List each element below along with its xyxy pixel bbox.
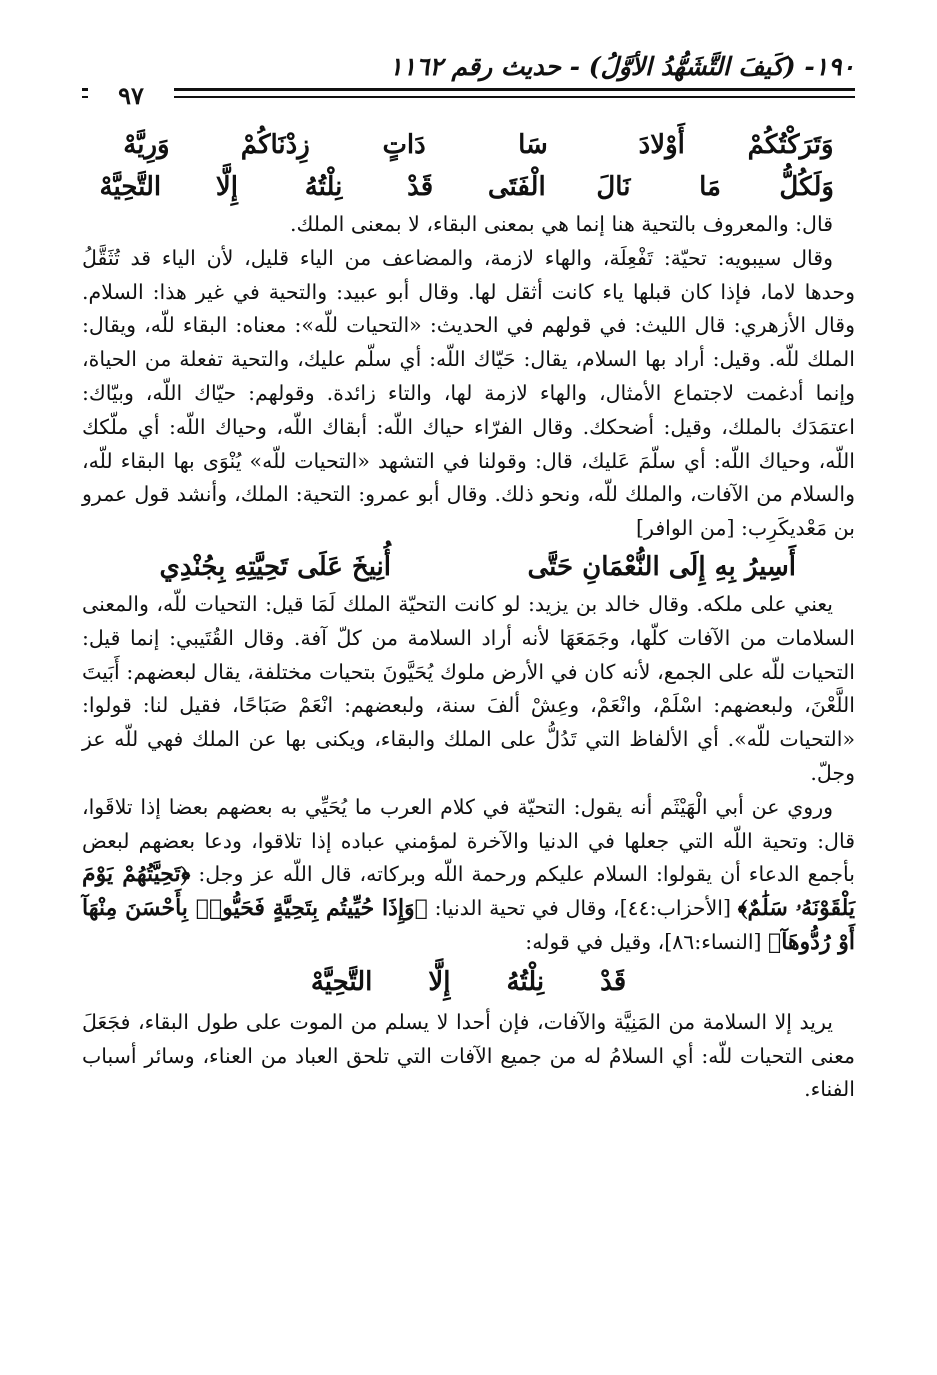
paragraph-meaning: قال: والمعروف بالتحية هنا إنما هي بمعنى البقاء، لا بمعنى الملك. (290, 212, 833, 236)
verse-word: قَدْ (407, 172, 434, 202)
verse-row-1 (82, 124, 855, 166)
paragraph-text: وروي عن أبي الْهَيْثَم أنه يقول: التحيّة في كلام العرب ما يُحَيِّي به بعضهم بعضا إذا تلاقَوا، قال: وتحية اللّه التي جعلها في الدنيا والآخرة لمؤمني عباده إذا تلاقوا، ودعا بعضهم لبعض بأجمع الدعاء أن يقولوا: السلام عليكم ورحمة اللّه وبركاته، قال اللّه عز وجل: (82, 794, 855, 887)
poem-verses (82, 124, 855, 166)
header-rule-top (82, 88, 855, 91)
verse-word: التَّحِيَّهْ (310, 966, 373, 997)
paragraph-text: [الأحزاب:٤٤]، وقال في تحية الدنيا: (427, 896, 738, 921)
hemistich-second: أُنِيخَ عَلَى تَحِيَّتِهِ بِجُنْدِي (159, 551, 392, 582)
paragraph-sibawayh: وقال سيبويه: تحيّة: تَفْعِلَة، والهاء لازمة، والمضاعف من الياء قليل، لأن الياء قد تُثَقَّلُ وحدها لاما، فإذا كان قبلها ياء كانت أثقل لها. وقال أبو عبيد: والتحية في غير هذا: السلام. وقال الأزهري: قال الليث: في قولهم في الحديث: «التحيات للّه»: معناه: البقاء للّه، ويقال: الملك للّه. وقيل: أراد بها السلام، يقال: حَيّاك اللّه: أي سلّم عليك، والتحية تفعلة من الحياة، وإنما أدغمت لاجتماع الأمثال، والهاء لازمة لها، والتاء زائدة. وقولهم: حيّاك اللّه، وبيّاك: اعتمَدَك بالملك، وقيل: أضحكك. وقال الفرّاء حياك اللّه: أبقاك اللّه، وحياك اللّه: أي ملّكك اللّه، وحياك اللّه: أي سلّمَ عَليك، قال: وقولنا في التشهد «التحيات للّه» يُنْوَى بها البقاء للّه، والسلام من الآفات، والملك للّه، ونحو ذلك. وقال أبو عمرو: التحية: الملك، وأنشد قول عمرو بن مَعْديكَرِب: [من الوافر] (82, 245, 855, 541)
verse-word: وَتَرَكْتُكُمْ (747, 130, 834, 160)
verse-word: الْفَتَى (487, 172, 546, 202)
verse-word: نَالَ (596, 172, 631, 202)
verse-word: سَا (518, 130, 548, 160)
paragraph-abu-haytham (82, 791, 855, 960)
verse-word: دَاتٍ (382, 130, 426, 160)
verse-quoted (82, 962, 855, 1002)
paragraph-text: [النساء:٨٦]، وقيل في قوله: (525, 929, 769, 954)
verse-word: إِلَّا (215, 172, 238, 202)
verse-word: قَدْ (600, 966, 627, 997)
verse-word: إِلَّا (428, 966, 451, 997)
page-number: ٩٧ (88, 84, 174, 108)
paragraph-khalid: يعني على ملكه. وقال خالد بن يزيد: لو كانت التحيّة الملك لَمَا قيل: التحيات للّه، والمعنى السلامات من الآفات كلّها، وجَمَعَهَا لأنه أراد السلامة من كلّ آفة. وقال القُتَيبي: إنما قيل: التحيات للّه على الجمع، لأنه كان في الأرض ملوك يُحَيَّونَ بتحيات مختلفة، يقال لبعضهم: أَبَيتَ اللَّعْنَ، ولبعضهم: اسْلَمْ، وانْعَمْ، وعِشْ ألفَ سنة، ولبعضهم: انْعَمْ صَبَاحًا، فقيل لنا: قولوا: «التحيات للّه». أي الألفاظ التي تَدُلُّ على الملك والبقاء، ويكنى بها عن الملك فهي للّه عز وجلّ. (82, 591, 855, 785)
verse-word: مَا (699, 172, 721, 202)
page-body (82, 124, 855, 1107)
verse-word: وَرِيَّهْ (123, 130, 170, 160)
quran-quote: ﴿وَإِذَا حُيِّيتُم بِتَحِيَّةٍ فَحَيُّوا۟ بِأَحْسَنَ مِنْهَآ أَوْ رُدُّوهَآ﴾ (82, 895, 855, 955)
verse-word: زِدْنَاكُمْ (240, 130, 310, 160)
running-header: ١٩٠- (كَيفَ التَّشَهُّدُ الأوَّلُ) - حديث رقم ١١٦٢ (389, 52, 855, 81)
verse-row-2 (82, 166, 855, 208)
paragraph-conclusion: يريد إلا السلامة من المَنِيَّة والآفات، فإن أحدا لا يسلم من الموت على طول البقاء، فجَعَلَ معنى التحيات للّه: أي السلامُ له من جميع الآفات التي تلحق العباد من العناء، وسائر أسباب الفناء. (82, 1009, 855, 1102)
verse-amr (82, 546, 855, 588)
verse-word: نِلْتُهُ (506, 966, 545, 997)
quran-quote: ﴿تَحِيَّتُهُمْ يَوْمَ يَلْقَوْنَهُۥ سَلَٰمٌ﴾ (82, 861, 855, 922)
header-rule-bottom (82, 96, 855, 98)
verse-word: وَلَكُلُّ (779, 172, 834, 202)
verse-word: نِلْتُهُ (304, 172, 343, 202)
verse-word: التَّحِيَّهْ (99, 172, 162, 202)
poem-verses-2 (82, 166, 855, 208)
hemistich-first: أَسِيرُ بِهِ إِلَى النُّعْمَانِ حَتَّى (527, 551, 797, 582)
verse-word: أَوْلادَ (638, 130, 685, 160)
